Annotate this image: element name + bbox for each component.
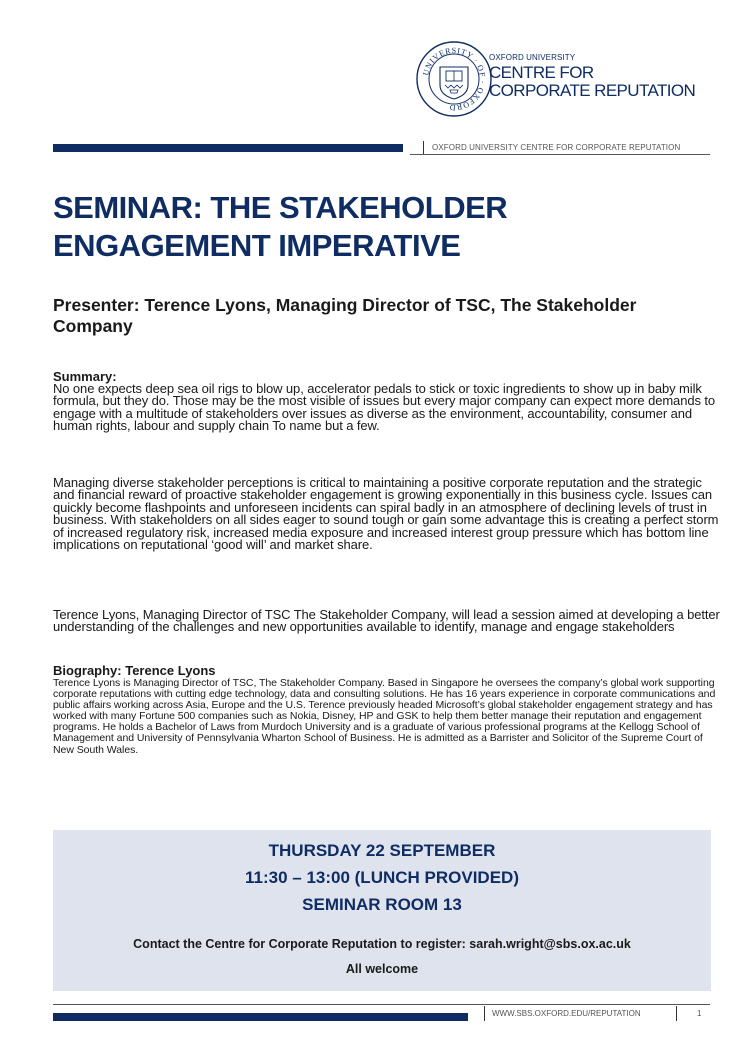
biography-label: Biography: Terence Lyons [53, 663, 216, 678]
all-welcome-note: All welcome [345, 962, 419, 976]
event-date: THURSDAY 22 SEPTEMBER [268, 841, 496, 860]
centre-logo [415, 40, 715, 118]
event-time: 11:30 – 13:00 (LUNCH PROVIDED) [245, 868, 519, 887]
event-details-box [53, 830, 711, 991]
seminar-title: SEMINAR: THE STAKEHOLDER ENGAGEMENT IMPERATIVE [53, 190, 508, 263]
logo-corporate-reputation: CORPORATE REPUTATION [489, 81, 696, 100]
summary-paragraph: Managing diverse stakeholder perceptions is critical to maintaining a positive corporate reputation and the strategic and financial reward of proactive stakeholder engagement is growing exponentially in this business cycle. Issues can quickly become flashpoints and unforeseen incidents can spiral badly in an atmosphere of declining levels of trust in business. With stakeholders on all sides eager to sound tough or gain some advantage this is creating a perfect storm of increased regulatory risk, increased media exposure and increased interest group pressure which has bottom line implications on reputational ‘good will’ and market share. [53, 475, 719, 553]
event-room: SEMINAR ROOM 13 [302, 895, 462, 914]
seal-text: UNIVERSITY · OF · OXFORD [421, 45, 488, 113]
summary-label: Summary: [53, 369, 117, 384]
logo-university: OXFORD UNIVERSITY [489, 53, 576, 62]
summary-paragraph: Terence Lyons, Managing Director of TSC The Stakeholder Company, will lead a session aimed at developing a better understanding of the challenges and new opportunities available to identify, manage and engage stakeholders [53, 607, 720, 635]
header-rule [410, 154, 710, 155]
biography-text: Terence Lyons is Managing Director of TSC, The Stakeholder Company. Based in Singapore he oversees the company’s global work supporting corporate reputations with cutting edge technology, data and consulting solutions. He has 16 years experience in corporate communications and public affairs working across Asia, Europe and the U.S. Terence previously headed Microsoft’s global stakeholder engagement strategy and has worked with many Fortune 500 companies such as Nokia, Disney, HP and GSK to help them better manage their reputation and engagement programs. He holds a Bachelor of Laws from Murdoch University and is a graduate of various professional programs at the Kellogg School of Management and University of Pennsylvania Wharton School of Business. He is admitted as a Barrister and Solicitor of the Supreme Court of New South Wales. [53, 677, 716, 756]
header-accent-bar [53, 144, 403, 152]
header-separator [423, 141, 424, 154]
oxford-seal-icon [415, 40, 493, 118]
page-number: 1 [697, 1009, 702, 1018]
summary-paragraph: No one expects deep sea oil rigs to blow up, accelerator pedals to stick or toxic ingredients to show up in baby milk formula, but they do. Those may be the most visible of issues but every major company can expect more demands to engage with a multitude of stakeholders over issues as diverse as the environment, accountability, consumer and human rights, labour and supply chain To name but a few. [53, 381, 716, 434]
footer-url: WWW.SBS.OXFORD.EDU/REPUTATION [492, 1009, 641, 1018]
header-rule-label: OXFORD UNIVERSITY CENTRE FOR CORPORATE REPUTATION [432, 143, 681, 152]
footer-separator [484, 1006, 485, 1021]
footer-accent-bar [53, 1013, 468, 1021]
presenter-heading: Presenter: Terence Lyons, Managing Director of TSC, The Stakeholder Company [53, 295, 637, 336]
registration-contact: Contact the Centre for Corporate Reputation to register: sarah.wright@sbs.ox.ac.uk [133, 937, 631, 951]
logo-centre-for: CENTRE FOR [489, 63, 594, 82]
footer-rule [53, 1004, 710, 1005]
footer-separator [676, 1006, 677, 1021]
